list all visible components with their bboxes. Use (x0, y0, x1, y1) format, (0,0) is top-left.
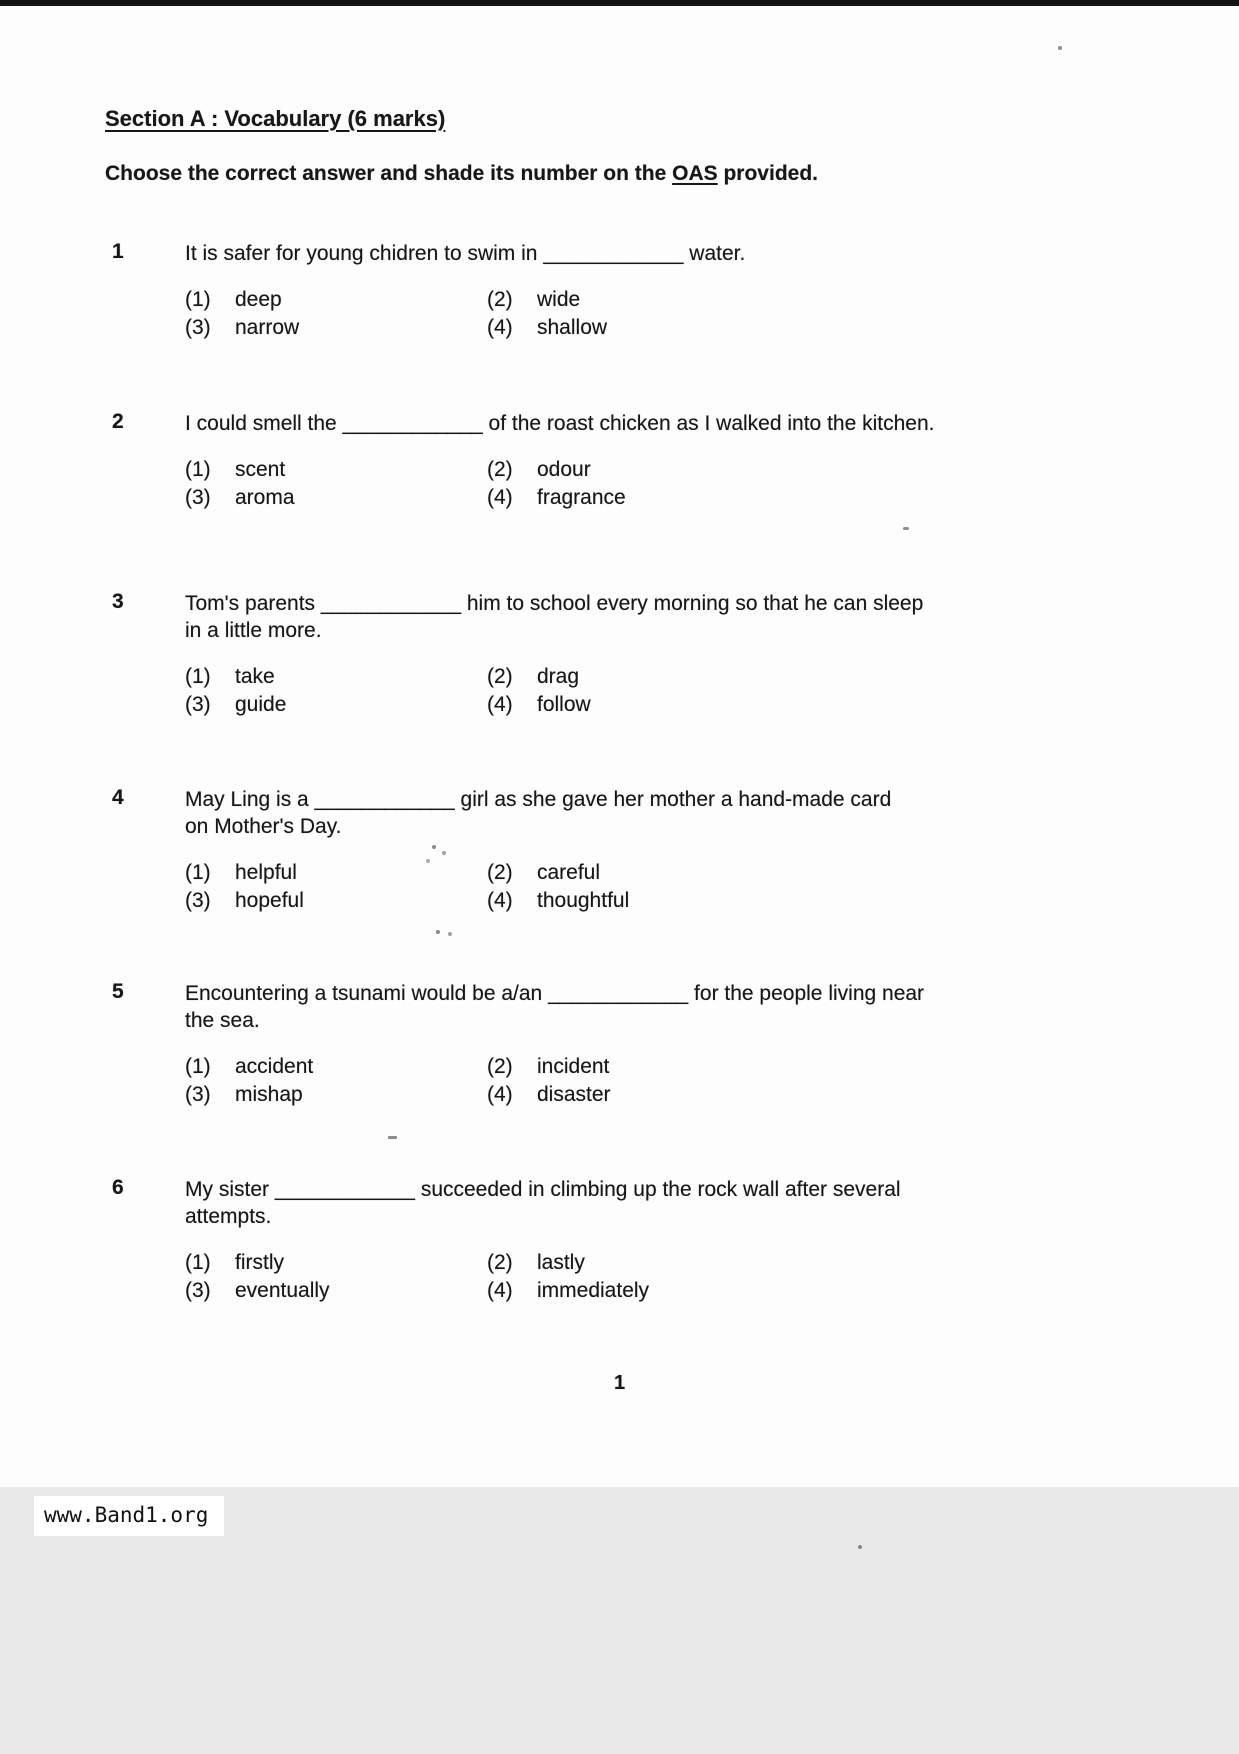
options-grid (185, 859, 1092, 914)
option-number: (4) (487, 889, 513, 912)
option-label: take (235, 665, 275, 688)
option-label: wide (537, 288, 581, 311)
question-number: 2 (112, 410, 124, 433)
question-body (185, 410, 1092, 511)
option-2 (487, 456, 1092, 483)
option-label: drag (537, 665, 580, 688)
option-number: (2) (487, 288, 513, 311)
option-number: (1) (185, 1251, 211, 1274)
option-number: (3) (185, 316, 211, 339)
option-number: (1) (185, 665, 211, 688)
question-number: 3 (112, 590, 124, 613)
option-number: (4) (487, 1083, 513, 1106)
question-body (185, 590, 1092, 718)
option-number: (3) (185, 1083, 211, 1106)
option-number: (1) (185, 1055, 211, 1078)
option-number: (4) (487, 316, 513, 339)
option-2 (487, 663, 1092, 690)
option-label: aroma (235, 486, 295, 509)
option-number: (1) (185, 288, 211, 311)
question-text-line: the sea. (185, 1009, 260, 1032)
options-grid (185, 456, 1092, 511)
option-label: scent (235, 458, 286, 481)
option-label: careful (537, 861, 601, 884)
option-3 (185, 314, 487, 341)
option-3 (185, 1081, 487, 1108)
option-4 (487, 887, 1092, 914)
option-number: (1) (185, 458, 211, 481)
question-5 (112, 980, 1092, 1108)
option-4 (487, 314, 1092, 341)
question-text-line: May Ling is a ____________ girl as she gave her mother a hand-made card (185, 788, 892, 811)
scan-speckle (436, 930, 440, 934)
scan-speckle (903, 527, 909, 530)
option-label: odour (537, 458, 591, 481)
option-label: narrow (235, 316, 300, 339)
instruction-oas-underlined: OAS (672, 162, 718, 185)
option-label: deep (235, 288, 282, 311)
section-title: Section A : Vocabulary (6 marks) (105, 106, 446, 131)
instruction-text-before: Choose the correct answer and shade its number on the (105, 162, 673, 185)
option-1 (185, 859, 487, 886)
instruction-line (105, 162, 818, 186)
instruction-text-after: provided. (717, 162, 818, 185)
option-number: (4) (487, 486, 513, 509)
option-label: immediately (537, 1279, 650, 1302)
option-label: fragrance (537, 486, 626, 509)
option-number: (4) (487, 693, 513, 716)
option-4 (487, 691, 1092, 718)
scan-speckle (858, 1545, 862, 1549)
option-1 (185, 1053, 487, 1080)
question-text-line: in a little more. (185, 619, 322, 642)
option-4 (487, 1277, 1092, 1304)
question-number: 5 (112, 980, 124, 1003)
question-6 (112, 1176, 1092, 1304)
scan-edge-artifact (0, 0, 1239, 6)
question-1 (112, 240, 1092, 341)
option-label: lastly (537, 1251, 585, 1274)
question-text-line: I could smell the ____________ of the roast chicken as I walked into the kitchen. (185, 412, 935, 435)
question-text-line: Tom's parents ____________ him to school every morning so that he can sleep (185, 592, 924, 615)
options-grid (185, 1249, 1092, 1304)
page-number: 1 (613, 1372, 626, 1394)
option-4 (487, 1081, 1092, 1108)
question-text-line: My sister ____________ succeeded in climbing up the rock wall after several (185, 1178, 901, 1201)
option-number: (2) (487, 1251, 513, 1274)
option-label: firstly (235, 1251, 284, 1274)
option-label: shallow (537, 316, 608, 339)
question-2 (112, 410, 1092, 511)
option-number: (3) (185, 1279, 211, 1302)
option-number: (3) (185, 486, 211, 509)
option-label: guide (235, 693, 287, 716)
option-label: thoughtful (537, 889, 630, 912)
option-label: hopeful (235, 889, 304, 912)
options-grid (185, 663, 1092, 718)
question-number: 4 (112, 786, 124, 809)
scan-speckle (388, 1136, 397, 1139)
option-3 (185, 691, 487, 718)
question-body (185, 980, 1092, 1108)
option-2 (487, 859, 1092, 886)
question-text-line: It is safer for young chidren to swim in ____________ water. (185, 242, 746, 265)
option-2 (487, 286, 1092, 313)
scan-speckle (432, 845, 436, 849)
option-number: (2) (487, 458, 513, 481)
option-label: disaster (537, 1083, 611, 1106)
question-body (185, 786, 1092, 914)
option-1 (185, 456, 487, 483)
question-text-line: Encountering a tsunami would be a/an ____________ for the people living near (185, 982, 925, 1005)
option-label: helpful (235, 861, 297, 884)
option-4 (487, 484, 1092, 511)
question-body (185, 1176, 1092, 1304)
option-label: mishap (235, 1083, 303, 1106)
option-label: accident (235, 1055, 314, 1078)
question-text-line: on Mother's Day. (185, 815, 342, 838)
option-label: follow (537, 693, 591, 716)
option-label: eventually (235, 1279, 330, 1302)
option-number: (2) (487, 1055, 513, 1078)
option-2 (487, 1249, 1092, 1276)
option-1 (185, 663, 487, 690)
question-number: 6 (112, 1176, 124, 1199)
option-1 (185, 286, 487, 313)
option-2 (487, 1053, 1092, 1080)
option-3 (185, 484, 487, 511)
option-1 (185, 1249, 487, 1276)
question-body (185, 240, 1092, 341)
option-3 (185, 1277, 487, 1304)
question-text-line: attempts. (185, 1205, 272, 1228)
options-grid (185, 286, 1092, 341)
option-3 (185, 887, 487, 914)
option-number: (2) (487, 861, 513, 884)
option-number: (3) (185, 693, 211, 716)
question-4 (112, 786, 1092, 914)
option-number: (4) (487, 1279, 513, 1302)
option-label: incident (537, 1055, 610, 1078)
option-number: (2) (487, 665, 513, 688)
option-number: (1) (185, 861, 211, 884)
question-number: 1 (112, 240, 124, 263)
option-number: (3) (185, 889, 211, 912)
watermark-url: www.Band1.org (34, 1496, 224, 1536)
options-grid (185, 1053, 1092, 1108)
question-3 (112, 590, 1092, 718)
scan-speckle (1058, 46, 1062, 50)
